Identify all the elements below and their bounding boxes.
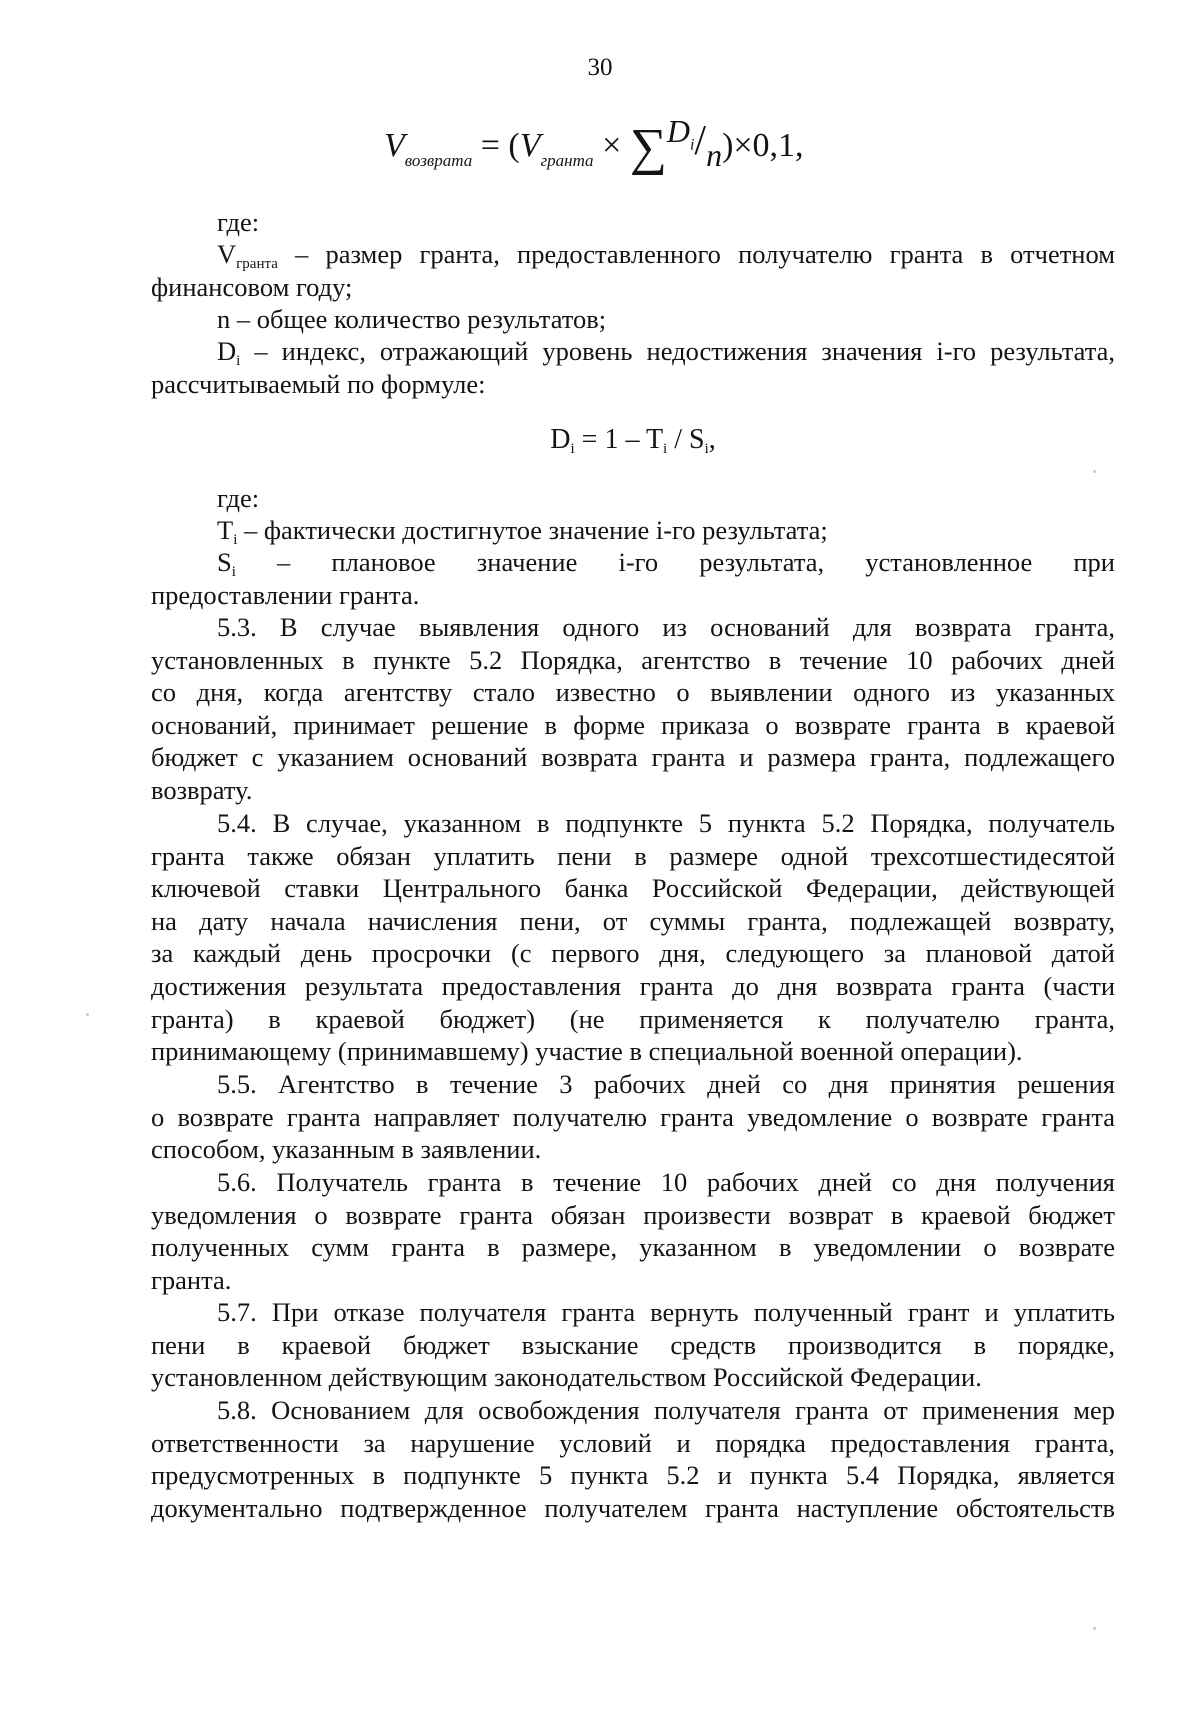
- t-def-text: – фактически достигнутое значение i-го результата;: [237, 515, 828, 545]
- p54-line: гранта также обязан уплатить пени в размере одной трехсотшестидесятой: [151, 840, 1115, 871]
- paragraph-5-5: [151, 1068, 1115, 1166]
- p53-line: установленных в пункте 5.2 Порядка, агентство в течение 10 рабочих дней: [151, 644, 1115, 675]
- formula-slash: /: [694, 118, 707, 164]
- di-mid: = 1 – T: [574, 424, 664, 455]
- di-slash: / S: [667, 424, 705, 455]
- v-grant-line-2: финансовом году;: [151, 271, 353, 302]
- p53-line: возврату.: [151, 774, 253, 805]
- formula-lhs-subscript: возврата: [404, 151, 473, 170]
- p54-line: достижения результата предоставления гранта до дня возврата гранта (части: [151, 970, 1115, 1001]
- d-def-line-1: [151, 335, 1115, 368]
- paragraph-5-6: [151, 1166, 1115, 1296]
- p54-line: ключевой ставки Центрального банка Российской Федерации, действующей: [151, 873, 1115, 904]
- scan-speck: [86, 1013, 89, 1016]
- paragraph-5-4: [151, 807, 1115, 1068]
- t-symbol: T: [217, 515, 234, 545]
- formula-rhs-var: V: [519, 127, 541, 164]
- n-definition: n – общее количество результатов;: [217, 304, 607, 334]
- formula-tail: )×0,1,: [722, 127, 804, 164]
- p53-line: оснований, принимает решение в форме приказа о возврате гранта в краевой: [151, 709, 1115, 740]
- p56-line: 5.6. Получатель гранта в течение 10 рабочих дней со дня получения: [217, 1167, 1115, 1197]
- v-grant-definition: [151, 238, 1115, 303]
- t-subscript: i: [233, 532, 238, 548]
- p56-line: уведомления о возврате гранта обязан произвести возврат в краевой бюджет: [151, 1199, 1115, 1230]
- formula-eq-open: = (: [472, 127, 520, 164]
- s-def-line-2: предоставлении гранта.: [151, 579, 420, 610]
- d-definition: [151, 335, 1115, 400]
- formula-n: n: [706, 137, 723, 173]
- p53-line: со дня, когда агентству стало известно о выявлении одного из указанных: [151, 677, 1115, 708]
- formula-d: $D_i$: [666, 113, 695, 154]
- p58-line: 5.8. Основанием для освобождения получателя гранта от применения мер: [217, 1395, 1115, 1425]
- return-amount-formula: [384, 113, 804, 177]
- s-subscript: i: [231, 564, 236, 580]
- d-def-line-2: рассчитываемый по формуле:: [151, 368, 486, 399]
- s-def-text: – плановое значение i-го результата, установленное при: [235, 547, 1115, 577]
- v-grant-text: – размер гранта, предоставленного получателю гранта в отчетном: [277, 239, 1115, 269]
- p54-line: гранта) в краевой бюджет) (не применяется к получателю гранта,: [151, 1003, 1115, 1034]
- di-d-subscript: i: [570, 441, 575, 457]
- s-definition: [151, 546, 1115, 611]
- p58-line: документально подтвержденное получателем гранта наступление обстоятельств: [151, 1492, 1115, 1523]
- t-definition: [151, 514, 1115, 547]
- paragraph-5-3: [151, 611, 1115, 807]
- scan-speck: [1093, 470, 1096, 473]
- di-d: D: [550, 424, 571, 455]
- v-grant-subscript: гранта: [236, 256, 278, 272]
- formula-rhs-subscript: гранта: [540, 151, 594, 170]
- di-tail: ,: [708, 424, 716, 455]
- p53-line: 5.3. В случае выявления одного из оснований для возврата гранта,: [217, 612, 1115, 642]
- di-s-subscript: i: [704, 441, 709, 457]
- sum-symbol: ∑: [629, 119, 667, 176]
- v-grant-line-1: [151, 238, 1115, 271]
- paragraph-5-8: [151, 1394, 1115, 1524]
- where-label-2: где:: [217, 483, 260, 513]
- di-formula: [151, 424, 1115, 457]
- p55-line: о возврате гранта направляет получателю гранта уведомление о возврате гранта: [151, 1101, 1115, 1132]
- v-grant-symbol: V: [217, 239, 237, 269]
- p55-line: способом, указанным в заявлении.: [151, 1134, 542, 1165]
- p58-line: предусмотренных в подпункте 5 пункта 5.2 и пункта 5.4 Порядка, является: [151, 1460, 1115, 1491]
- d-subscript: i: [236, 353, 241, 369]
- formula-d-subscript: i: [689, 136, 695, 154]
- s-def-line-1: [151, 546, 1115, 579]
- p54-line: за каждый день просрочки (с первого дня, следующего за плановой датой: [151, 938, 1115, 969]
- s-symbol: S: [217, 547, 232, 577]
- p58-line: ответственности за нарушение условий и порядка предоставления гранта,: [151, 1427, 1115, 1458]
- scan-speck: [1093, 1627, 1096, 1630]
- p54-line: принимающему (принимавшему) участие в специальной военной операции).: [151, 1036, 1023, 1067]
- p55-line: 5.5. Агентство в течение 3 рабочих дней со дня принятия решения: [217, 1069, 1115, 1099]
- p54-line: 5.4. В случае, указанном в подпункте 5 пункта 5.2 Порядка, получатель: [217, 808, 1115, 838]
- formula-lhs-var: V: [384, 127, 405, 164]
- formula-times: ×: [593, 127, 630, 164]
- p54-line: на дату начала начисления пени, от суммы гранта, подлежащей возврату,: [151, 905, 1115, 936]
- page-number: 30: [587, 54, 613, 81]
- p56-line: полученных сумм гранта в размере, указанном в уведомлении о возврате: [151, 1232, 1115, 1263]
- d-def-text: – индекс, отражающий уровень недостижения значения i-го результата,: [240, 336, 1115, 366]
- di-t-subscript: i: [663, 441, 668, 457]
- p53-line: бюджет с указанием оснований возврата гранта и размера гранта, подлежащего: [151, 742, 1115, 773]
- where-label-1: где:: [217, 207, 260, 237]
- p57-line: установленном действующим законодательством Российской Федерации.: [151, 1362, 982, 1393]
- p57-line: 5.7. При отказе получателя гранта вернуть полученный грант и уплатить: [217, 1297, 1115, 1327]
- p56-line: гранта.: [151, 1264, 232, 1295]
- paragraph-5-7: [151, 1296, 1115, 1394]
- p57-line: пени в краевой бюджет взыскание средств производится в порядке,: [151, 1329, 1115, 1360]
- d-symbol: D: [217, 336, 237, 366]
